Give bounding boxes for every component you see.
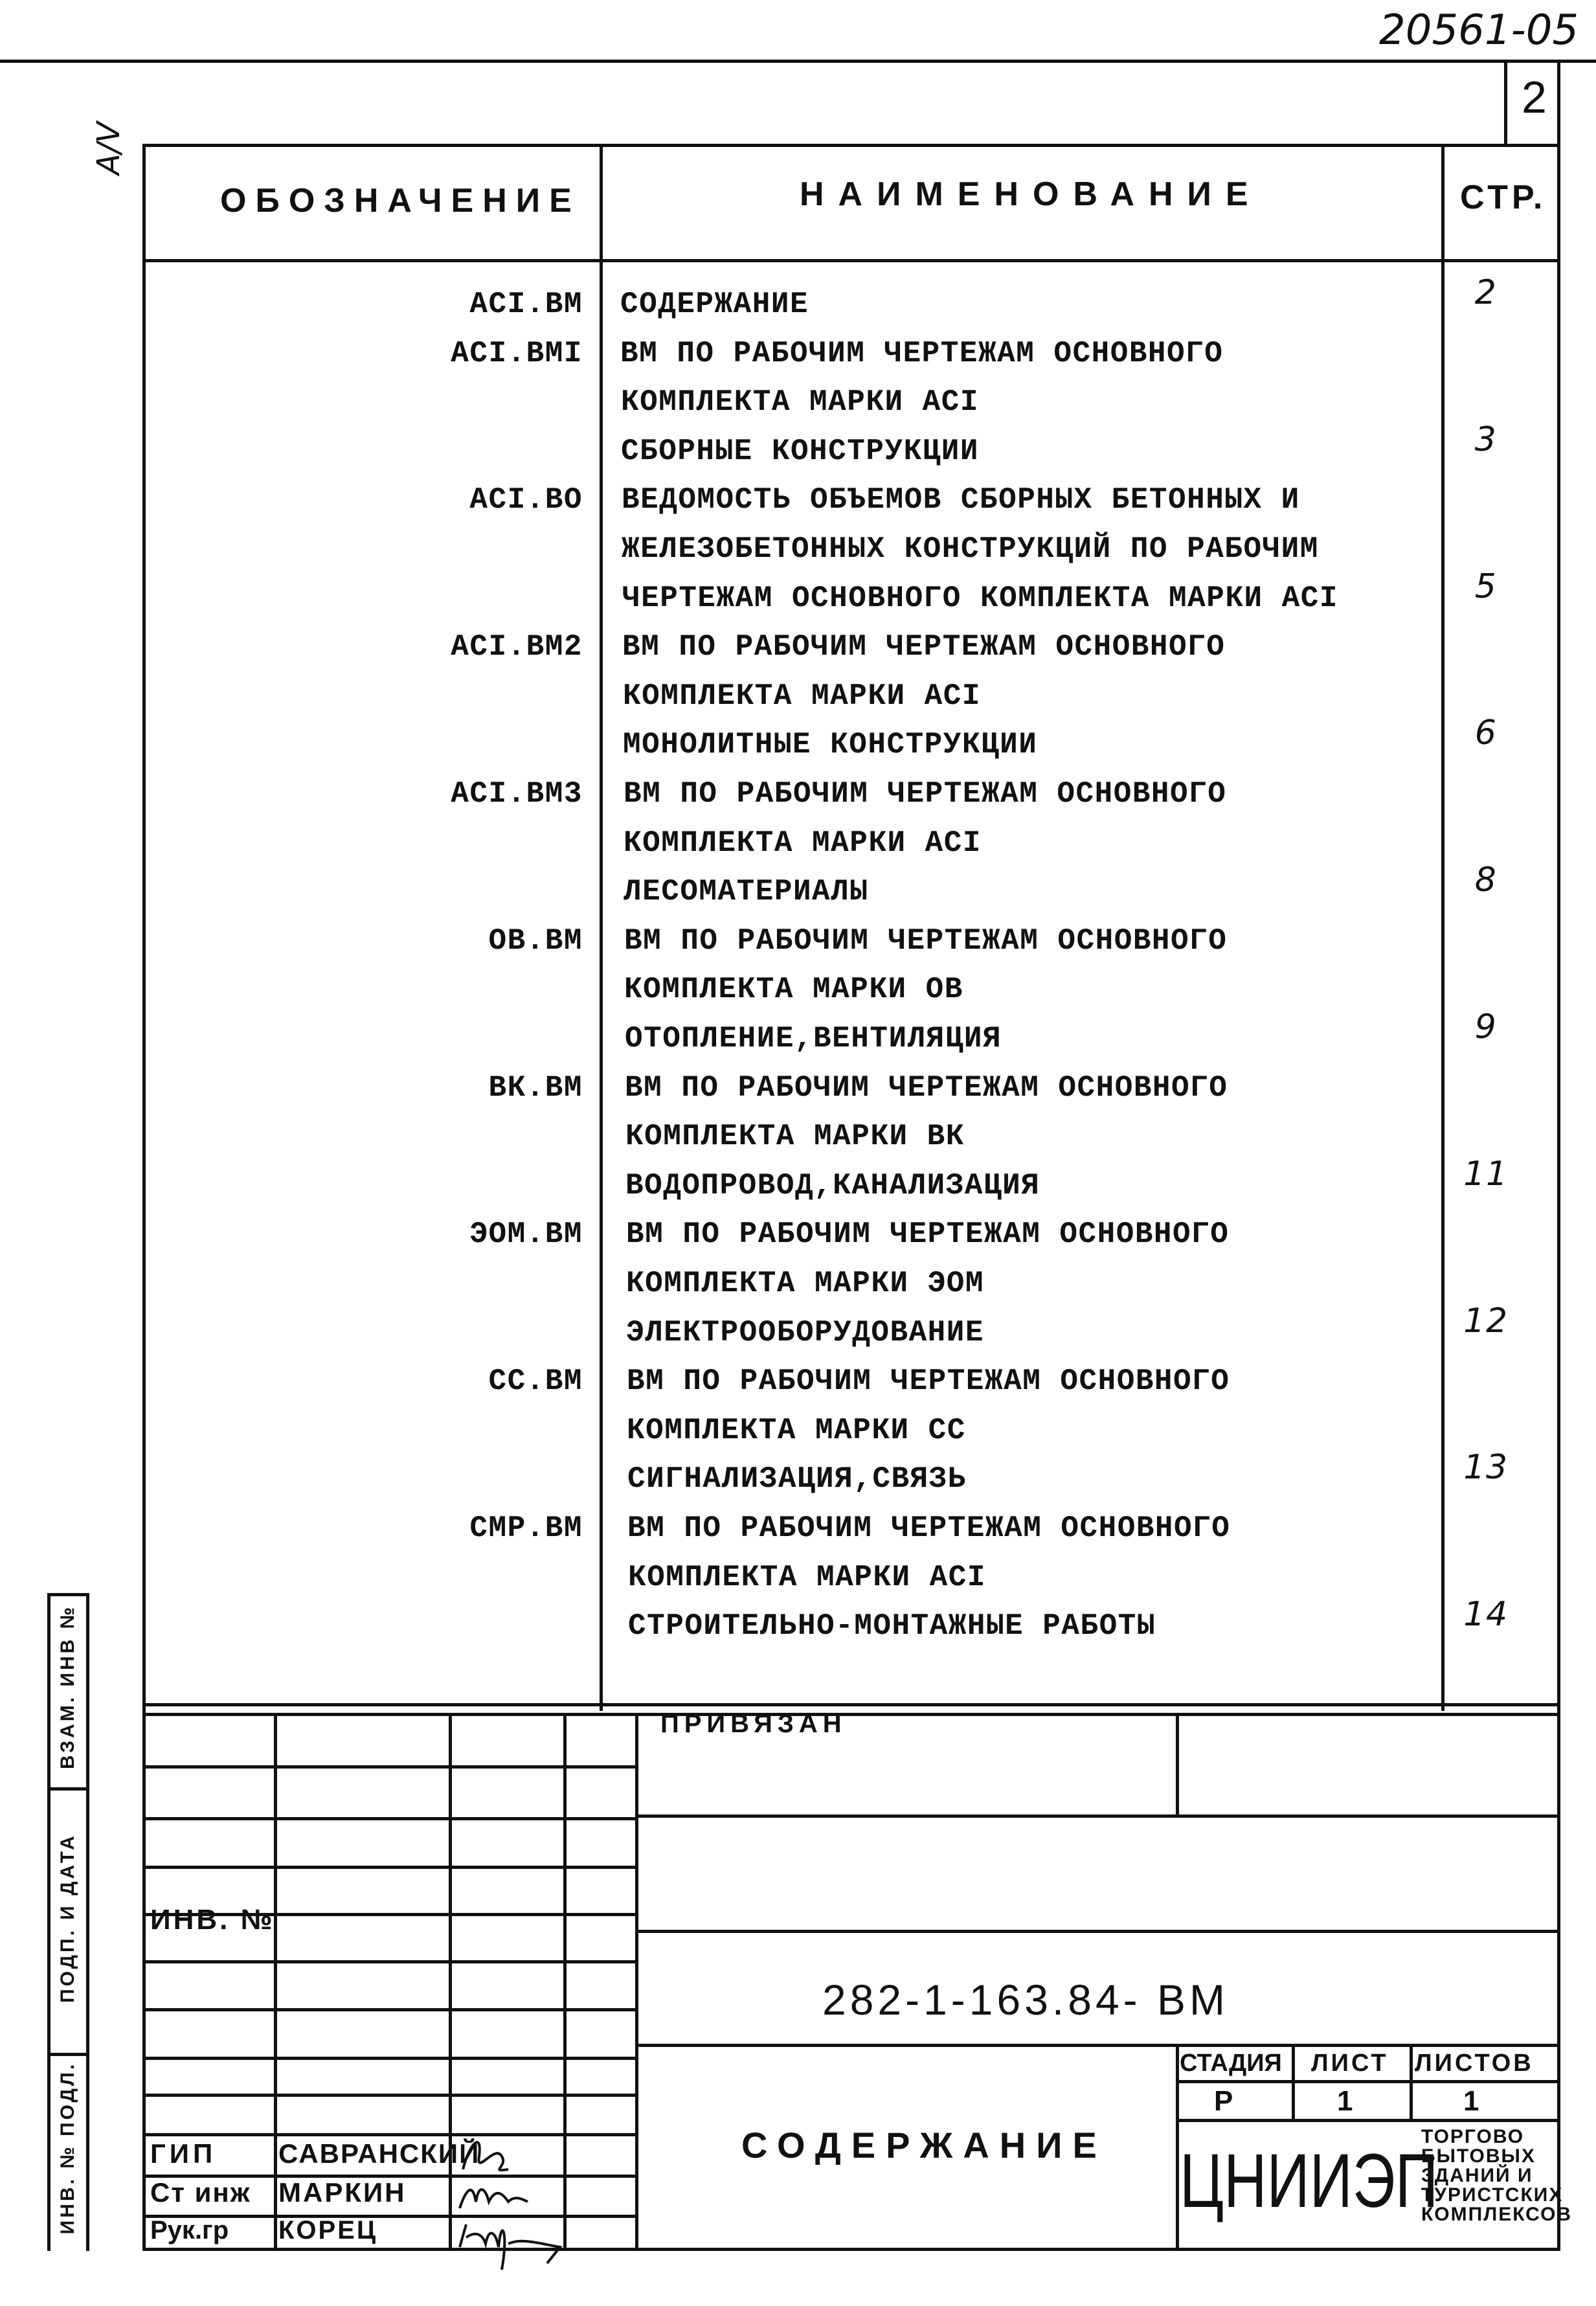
row-name: СБОРНЫЕ КОНСТРУКЦИИ (621, 434, 979, 468)
sheet-number: 2 (1522, 72, 1547, 122)
row-name: ВМ ПО РАБОЧИМ ЧЕРТЕЖАМ ОСНОВНОГО (626, 1217, 1230, 1252)
sheet-label: ЛИСТ (1311, 2050, 1389, 2077)
title-block-line (142, 2008, 636, 2011)
row-page-number: 14 (1463, 1595, 1509, 1634)
title-block-line (1176, 2119, 1560, 2122)
row-name: КОМПЛЕКТА МАРКИ АСI (624, 826, 982, 860)
sheets-value: 1 (1463, 2085, 1479, 2117)
row-name: СИГНАЛИЗАЦИЯ,СВЯЗЬ (627, 1462, 967, 1497)
tied-to-label: ПРИВЯЗАН (660, 1710, 847, 1738)
title-block-col (1176, 1713, 1179, 1814)
row-name: ВМ ПО РАБОЧИМ ЧЕРТЕЖАМ ОСНОВНОГО (624, 923, 1228, 958)
row-name: ВМ ПО РАБОЧИМ ЧЕРТЕЖАМ ОСНОВНОГО (622, 630, 1226, 664)
title-block-line (635, 2044, 1560, 2047)
row-name: КОМПЛЕКТА МАРКИ АСI (628, 1560, 986, 1594)
header-bottom (142, 259, 1560, 262)
title-block-line (635, 1814, 1560, 1818)
side-stamp-replacement-inv: ВЗАМ. ИНВ № (57, 1604, 78, 1769)
row-name: ВЕДОМОСТЬ ОБЪЕМОВ СБОРНЫХ БЕТОННЫХ И (622, 483, 1300, 517)
inv-no-label: ИНВ. № (150, 1904, 275, 1936)
subtitle-line: ТОРГОВО (1421, 2126, 1525, 2147)
title-block-col (1292, 2044, 1295, 2119)
row-name: ВМ ПО РАБОЧИМ ЧЕРТЕЖАМ ОСНОВНОГО (625, 1070, 1228, 1105)
title-block-top (142, 1703, 1560, 1706)
title-block-line (142, 1960, 636, 1963)
row-name: ВМ ПО РАБОЧИМ ЧЕРТЕЖАМ ОСНОВНОГО (627, 1511, 1231, 1545)
signatory-name: МАРКИН (278, 2177, 407, 2208)
row-name: СОДЕРЖАНИЕ (620, 288, 809, 321)
row-designation: СС.ВМ (488, 1364, 583, 1399)
side-stamp-original-inv: ИНВ. № ПОДЛ. (57, 2061, 78, 2235)
signatures-handwritten (450, 2118, 579, 2273)
row-name: СТРОИТЕЛЬНО-МОНТАЖНЫЕ РАБОТЫ (628, 1609, 1156, 1644)
row-name: ВМ ПО РАБОЧИМ ЧЕРТЕЖАМ ОСНОВНОГО (627, 1364, 1230, 1399)
subtitle-line: ЗДАНИЙ И (1421, 2165, 1533, 2186)
row-page-number: 8 (1474, 861, 1498, 900)
row-designation: ВК.ВМ (488, 1070, 583, 1105)
title-block-line (142, 1817, 636, 1820)
row-page-number: 3 (1474, 420, 1498, 459)
side-stamp-right (86, 1593, 89, 2251)
handwritten-mark: А/V (91, 122, 127, 175)
title-block-col (274, 1713, 277, 2250)
row-name: КОМПЛЕКТА МАРКИ СС (627, 1413, 966, 1447)
header-page: СТР. (1460, 179, 1547, 216)
frame-right (1557, 60, 1560, 2251)
frame-bottom (142, 2248, 1560, 2251)
document-code: 282-1-163.84- ВМ (822, 1976, 1229, 2024)
row-name: ЛЕСОМАТЕРИАЛЫ (624, 875, 869, 909)
row-name: КОМПЛЕКТА МАРКИ ВК (625, 1120, 965, 1154)
sheet-box-divider (1504, 60, 1507, 146)
title-block-line (142, 1765, 636, 1769)
row-page-number: 11 (1463, 1154, 1509, 1193)
sheet-title: СОДЕРЖАНИЕ (741, 2125, 1107, 2165)
signatory-name: САВРАНСКИЙ (278, 2138, 480, 2169)
row-page-number: 2 (1474, 273, 1498, 312)
row-name: КОМПЛЕКТА МАРКИ АСI (621, 385, 979, 420)
column-divider-name (600, 144, 603, 1711)
title-block-col (1410, 2044, 1413, 2119)
row-name: МОНОЛИТНЫЕ КОНСТРУКЦИИ (623, 728, 1038, 762)
header-designation: ОБОЗНАЧЕНИЕ (220, 182, 581, 220)
side-stamp-signature-date: ПОДП. И ДАТА (57, 1833, 78, 2003)
subtitle-line: ТУРИСТСКИХ (1421, 2184, 1564, 2206)
subtitle-line: КОМПЛЕКСОВ (1421, 2204, 1573, 2225)
header-name: НАИМЕНОВАНИЕ (800, 175, 1263, 213)
row-page-number: 12 (1463, 1301, 1509, 1340)
row-designation: СМР.ВМ (469, 1511, 583, 1545)
stage-value: Р (1214, 2085, 1233, 2117)
row-designation: ОВ.ВМ (488, 923, 583, 958)
signatory-role: ГИП (150, 2138, 217, 2169)
subtitle-line: БЫТОВЫХ (1421, 2145, 1536, 2167)
row-designation: ЭОМ.ВМ (469, 1217, 583, 1252)
row-name: ВМ ПО РАБОЧИМ ЧЕРТЕЖАМ ОСНОВНОГО (624, 777, 1227, 811)
row-name: КОМПЛЕКТА МАРКИ ОВ (624, 973, 963, 1007)
title-block-line (142, 1713, 1560, 1716)
side-stamp-top (47, 1593, 89, 1596)
row-designation: АСI.ВМI (451, 336, 583, 370)
side-stamp-left (47, 1593, 51, 2251)
row-page-number: 13 (1463, 1448, 1509, 1487)
row-name: ЭЛЕКТРООБОРУДОВАНИЕ (626, 1315, 984, 1350)
row-name: ЧЕРТЕЖАМ ОСНОВНОГО КОМПЛЕКТА МАРКИ АСI (622, 581, 1338, 615)
title-block-line (142, 2057, 636, 2060)
frame-top (142, 144, 1560, 147)
column-divider-page (1441, 144, 1444, 1711)
signatory-name: КОРЕЦ (278, 2216, 378, 2244)
document-number: 20561-05 (1379, 6, 1579, 54)
title-block-col (1176, 2044, 1179, 2251)
frame-left (142, 144, 146, 2251)
row-name: ВМ ПО РАБОЧИМ ЧЕРТЕЖАМ ОСНОВНОГО (620, 336, 1224, 370)
title-block-line (142, 2094, 636, 2097)
row-designation: АСI.ВМ2 (451, 630, 583, 664)
title-block-line (1176, 2080, 1560, 2083)
row-name: КОМПЛЕКТА МАРКИ АСI (623, 679, 981, 713)
organization-subtitle (1421, 2127, 1572, 2224)
sheets-label: ЛИСТОВ (1415, 2050, 1534, 2077)
organization-logo: ЦНИИЭП (1180, 2138, 1439, 2224)
row-designation: АСI.ВО (469, 483, 583, 517)
row-name: ОТОПЛЕНИЕ,ВЕНТИЛЯЦИЯ (625, 1022, 1002, 1056)
sheet-value: 1 (1337, 2085, 1353, 2117)
row-page-number: 6 (1474, 714, 1498, 753)
row-name: КОМПЛЕКТА МАРКИ ЭОМ (626, 1267, 984, 1300)
title-block-line (635, 1930, 1560, 1933)
signatory-role: Рук.гр (150, 2216, 229, 2244)
top-border (0, 60, 1596, 63)
title-block-col (635, 1713, 638, 2250)
title-block-line (142, 1866, 636, 1869)
row-page-number: 5 (1474, 567, 1498, 606)
signatory-role: Ст инж (150, 2177, 251, 2208)
row-designation: АСI.ВМ (469, 288, 583, 321)
row-name: ЖЕЛЕЗОБЕТОННЫХ КОНСТРУКЦИЙ ПО РАБОЧИМ (622, 532, 1319, 566)
row-designation: АСI.ВМ3 (451, 777, 583, 811)
stage-label: СТАДИЯ (1180, 2050, 1282, 2077)
row-page-number: 9 (1474, 1008, 1498, 1046)
row-name: ВОДОПРОВОД,КАНАЛИЗАЦИЯ (625, 1168, 1040, 1203)
